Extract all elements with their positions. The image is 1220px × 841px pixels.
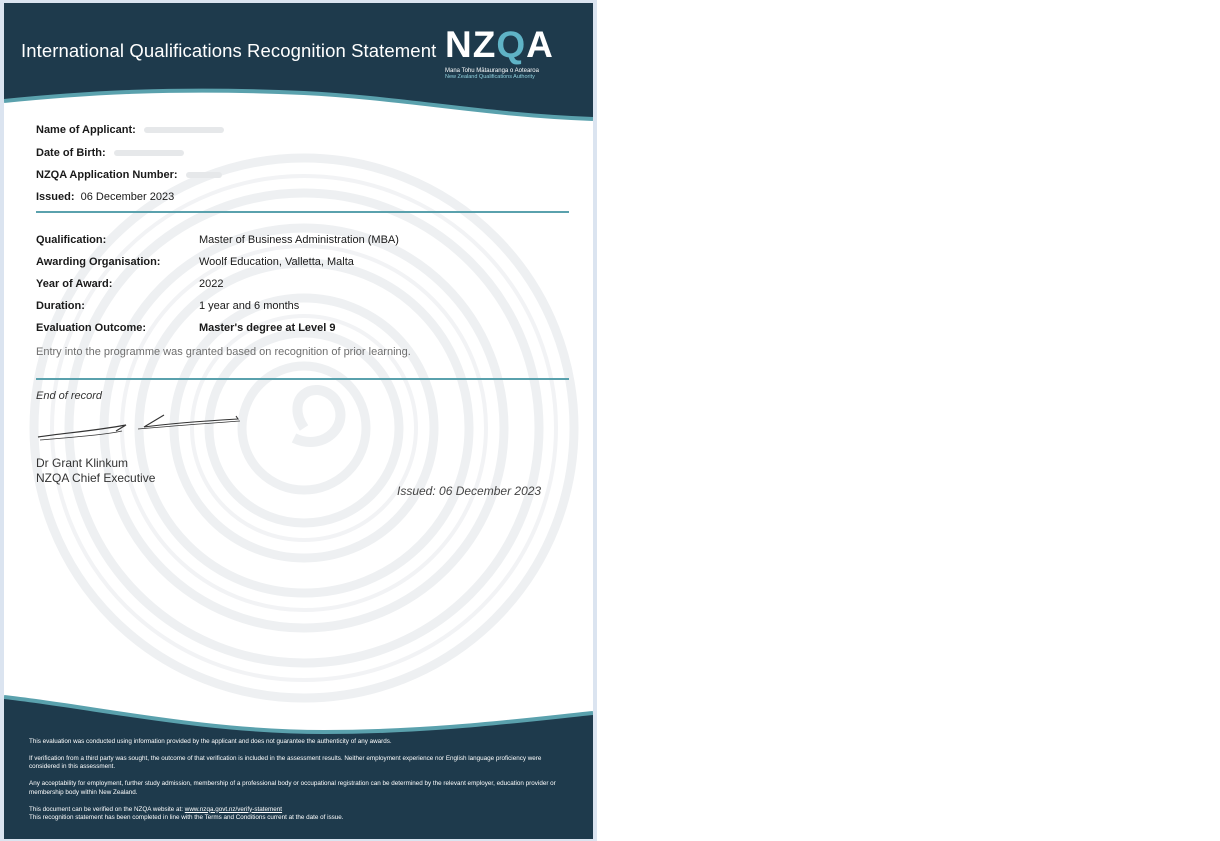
year-of-award-row xyxy=(36,278,224,290)
end-of-record: End of record xyxy=(36,390,103,402)
issued-signature-date: Issued: 06 December 2023 xyxy=(397,484,542,498)
year-of-award-label: Year of Award: xyxy=(36,278,113,290)
awarding-organisation-label: Awarding Organisation: xyxy=(36,256,161,268)
verify-link[interactable]: www.nzqa.govt.nz/verify-statement xyxy=(184,805,283,813)
evaluation-outcome-value: Master's degree at Level 9 xyxy=(199,322,336,334)
duration-label: Duration: xyxy=(36,300,85,312)
footer-paragraph: If verification from a third party was sought, the outcome of that verification is included in the assessment results. Neither employment experience nor English language proficiency were considered in this assessment. xyxy=(29,754,542,771)
qualification-value: Master of Business Administration (MBA) xyxy=(199,234,399,246)
year-of-award-value: 2022 xyxy=(199,278,224,290)
awarding-organisation-row xyxy=(36,256,354,268)
logo-subtitle-maori: Mana Tohu Mātauranga o Aotearoa xyxy=(445,68,539,74)
awarding-organisation-value: Woolf Education, Valletta, Malta xyxy=(199,256,354,268)
applicant-name-label: Name of Applicant: xyxy=(36,124,136,136)
terms-line: This recognition statement has been completed in line with the Terms and Conditions current at the date of issue. xyxy=(29,814,344,822)
issued-row xyxy=(36,191,174,203)
divider-top xyxy=(36,211,569,213)
application-number-row xyxy=(36,169,222,181)
dob-row xyxy=(36,147,184,159)
nzqa-logo xyxy=(445,25,575,80)
footer-disclaimer xyxy=(29,738,569,823)
dob-label: Date of Birth: xyxy=(36,147,106,159)
evaluation-outcome-row xyxy=(36,322,336,334)
logo-subtitle-english: New Zealand Qualifications Authority xyxy=(445,74,535,80)
footer-paragraph: Any acceptability for employment, further study admission, membership of a professional body or occupational registration can be determined by the relevant employer, education provider or membership body within New Zealand. xyxy=(29,780,556,796)
page-title: International Qualifications Recognition Statement xyxy=(21,40,437,61)
redacted-application-number xyxy=(186,172,222,178)
duration-value: 1 year and 6 months xyxy=(199,300,300,312)
duration-row xyxy=(36,300,300,312)
divider-bottom xyxy=(36,378,569,380)
redacted-dob xyxy=(114,150,184,156)
signer-title: NZQA Chief Executive xyxy=(36,471,156,485)
logo-wordmark: NZQA xyxy=(445,24,554,65)
document-viewer xyxy=(0,0,597,841)
footer-paragraph: This evaluation was conducted using information provided by the applicant and does not guarantee the authenticity of any awards. xyxy=(29,738,392,745)
applicant-name-row xyxy=(36,124,224,136)
issued-label: Issued: xyxy=(36,191,75,203)
qualification-label: Qualification: xyxy=(36,234,107,246)
signer-name: Dr Grant Klinkum xyxy=(36,456,129,470)
issued-date: 06 December 2023 xyxy=(80,191,175,203)
qualification-row xyxy=(36,234,399,246)
application-number-label: NZQA Application Number: xyxy=(36,169,178,181)
redacted-name xyxy=(144,127,224,133)
signer-block xyxy=(36,456,155,486)
signature-image xyxy=(34,407,254,447)
statement-page xyxy=(4,3,593,839)
verify-line: This document can be verified on the NZQA website at: www.nzqa.govt.nz/verify-statement xyxy=(29,805,283,813)
recognition-note: Entry into the programme was granted based on recognition of prior learning. xyxy=(36,346,411,358)
evaluation-outcome-label: Evaluation Outcome: xyxy=(36,322,147,334)
